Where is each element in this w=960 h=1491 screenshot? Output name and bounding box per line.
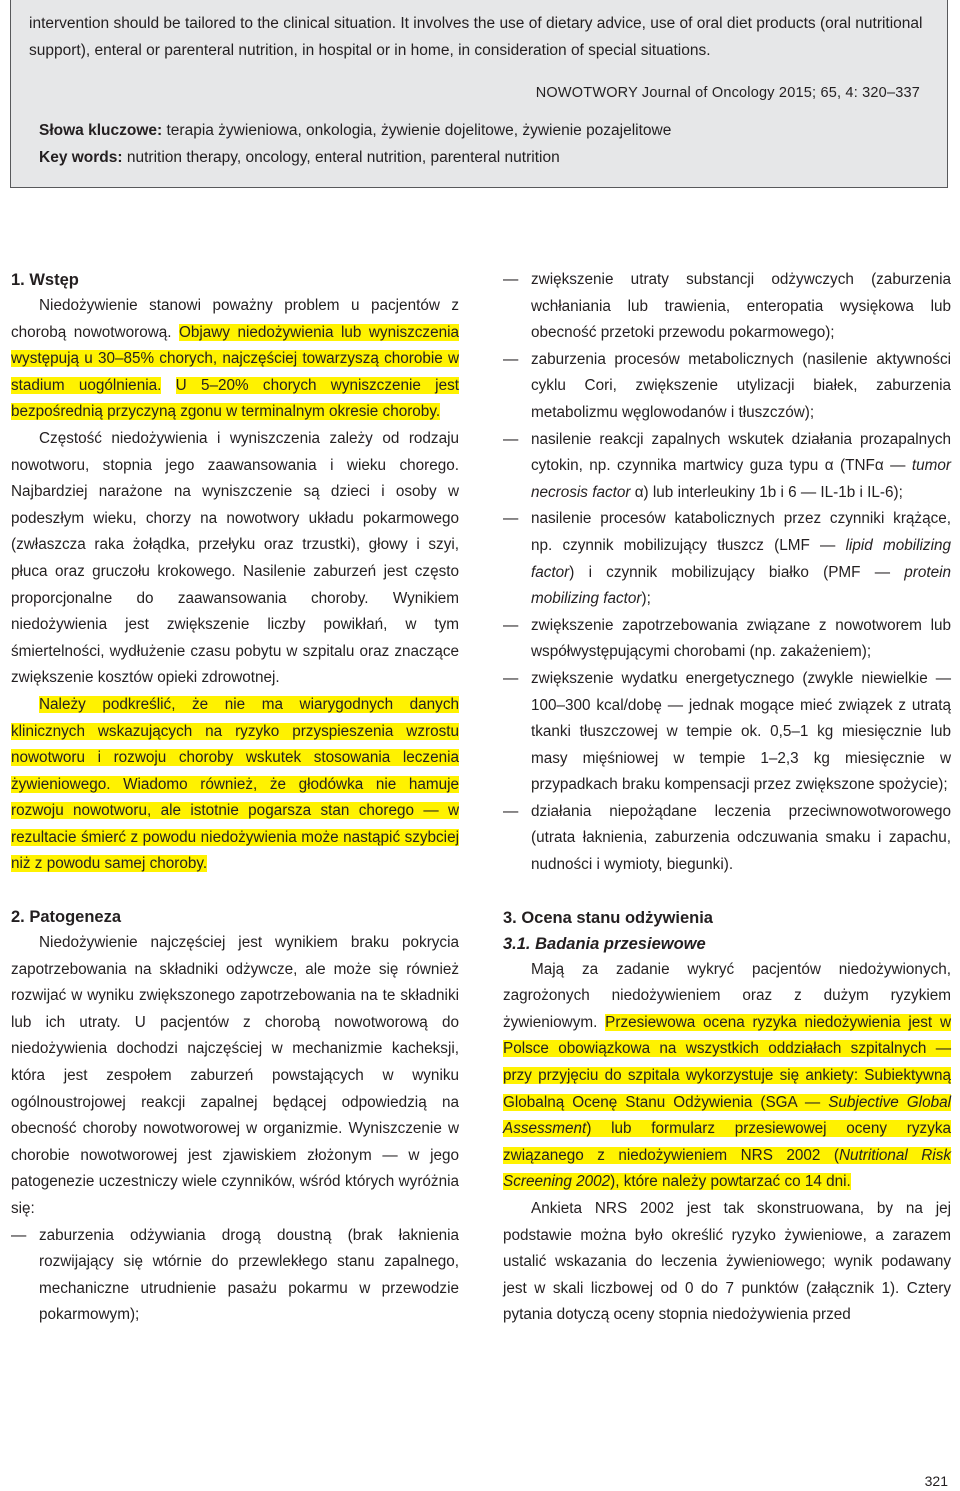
list-item-text: zwiększenie wydatku energetycznego (zwykle niewielkie — 100–300 kcal/dobę — jednak mogące mieć związek z utratą tkanki tłuszczowej w tempie ok. 0,5–1 kg miesięcznie lub masy mięśniowej w tempie 1–2,3 kg miesięcznie w przypadkach braku kompensacji przez zwiększone spożycie); xyxy=(531,669,951,794)
keywords-english-label: Key words: xyxy=(39,149,123,166)
list-item-text xyxy=(531,427,951,507)
highlight-mortality: U 5–20% chorych wyniszczenie jest bezpośrednią przyczyną zgonu w terminalnym okresie choroby. xyxy=(11,376,459,421)
text-part: nasilenie procesów katabolicznych przez czynniki krążące, np. czynnik mobilizujący tłuszcz (LMF — xyxy=(531,510,951,554)
italic-term: lipid mobilizing factor xyxy=(531,536,951,581)
keywords-english-text: nutrition therapy, oncology, enteral nutrition, parenteral nutrition xyxy=(126,149,560,166)
list-item xyxy=(503,666,951,799)
dash-mark: — xyxy=(503,430,519,448)
dash-mark: — xyxy=(11,1226,27,1244)
abstract-intro-text: intervention should be tailored to the clinical situation. It involves the use of dietary advice, use of oral diet products (oral nutritional support), enteral or parenteral nutrition, in hospital or in home, in consideration of special situations. xyxy=(29,15,923,59)
section-1-paragraph-2: Częstość niedożywienia i wyniszczenia zależy od rodzaju nowotworu, stopnia jego zaawansowania i wieku chorego. Najbardziej narażone na wyniszczenie są dzieci i osoby w podeszłym wieku, chorzy na nowotwory układu pokarmowego (zwłaszcza raka żołądka, przełyku oraz trzustki), głowy i szyi, płuca oraz gruczołu krokowego. Nasilenie zaburzeń jest często proporcjonalne do zaawansowania choroby. Wynikiem niedożywienia jest zwiększenie liczby powikłań, w tym śmiertelności, wydłużenie czasu pobytu w szpitalu oraz znaczące zwiększenie kosztów opieki zdrowotnej. xyxy=(11,429,459,687)
highlight-nutrition-therapy: Należy podkreślić, że nie ma wiarygodnych danych klinicznych wskazujących na ryzyko przyspieszenia wzrostu nowotworu i rozwoju choroby wskutek stosowania leczenia żywieniowego. Wiadomo również, że głodówka nie hamuje rozwoju nowotworu, ale istotnie pogarsza stan chorego — w rezultacie śmierć z powodu niedożywienia może nastąpić szybciej niż z powodu samej choroby. xyxy=(11,695,459,873)
dash-mark: — xyxy=(503,350,519,368)
list-item-text: działania niepożądane leczenia przeciwnowotworowego (utrata łaknienia, zaburzenia odczuwania smaku i zapachu, nudności i wymioty, biegunki). xyxy=(531,802,951,874)
keywords-polish-label: Słowa kluczowe: xyxy=(39,122,163,139)
text-part: nasilenie reakcji zapalnych wskutek działania prozapalnych cytokin, np. czynnika martwicy guza typu α (TNFα — xyxy=(531,430,951,475)
section-1-paragraph-1 xyxy=(11,293,459,426)
intro-text: Niedożywienie stanowi poważny problem u pacjentów z chorobą nowotworową. xyxy=(11,297,459,341)
list-item xyxy=(503,427,951,507)
italic-term: protein mobilizing factor xyxy=(531,563,951,608)
text-part: Przesiewowa ocena ryzyka niedożywienia jest w Polsce obowiązkowa na wszystkich oddziałach szpitalnych — przy przyjęciu do szpitala wykorzystuje się ankiety: Subiektywną Globalną Ocenę Stanu Odżywienia (SGA — xyxy=(503,1013,951,1111)
list-item-text xyxy=(531,506,951,612)
keywords-english xyxy=(39,149,560,167)
text-part: α) lub interleukiny 1b i 6 — IL-1b i IL-6); xyxy=(630,483,903,501)
list-item-text: zwiększenie zapotrzebowania związane z nowotworem lub współwystępującymi chorobami (np. zakażeniem); xyxy=(531,616,951,661)
section-1-paragraph-3 xyxy=(11,692,459,878)
highlight-screening xyxy=(503,1014,951,1191)
keywords-polish-text: terapia żywieniowa, onkologia, żywienie dojelitowe, żywienie pozajelitowe xyxy=(166,122,672,139)
section-3-heading: 3. Ocena stanu odżywienia xyxy=(503,908,713,927)
section-3-1-subheading: 3.1. Badania przesiewowe xyxy=(503,934,706,953)
list-item-text: zaburzenia odżywiania drogą doustną (brak łaknienia rozwijający się wtórnie do przewlekłego stanu zapalnego, mechaniczne utrudnienie pasażu pokarmu w przewodzie pokarmowym); xyxy=(39,1226,459,1324)
journal-citation: NOWOTWORY Journal of Oncology 2015; 65, 4: 320–337 xyxy=(535,85,920,101)
text-part: ); xyxy=(641,590,651,608)
highlight-prevalence: Objawy niedożywienia lub wyniszczenia występują u 30–85% chorych, najczęściej towarzyszą chorobie w stadium uogólnienia. xyxy=(11,323,459,394)
list-item xyxy=(503,613,951,666)
section-3-paragraph-2: Ankieta NRS 2002 jest tak skonstruowana, by na jej podstawie można było określić ryzyko żywieniowe, a zarazem ustalić wskazania do leczenia żywieniowego; wynik podawany jest w skali liczbowej od 0 do 7 punktów (załącznik 1). Cztery pytania dotyczą oceny stopnia niedożywienia przed xyxy=(503,1200,951,1324)
dash-mark: — xyxy=(503,510,519,528)
text-part: ) lub formularz przesiewowej oceny ryzyka związanego z niedożywieniem NRS 2002 ( xyxy=(503,1120,951,1164)
list-item xyxy=(503,506,951,612)
section-2-heading: 2. Patogeneza xyxy=(11,908,122,927)
text-part: ), które należy powtarzać co 14 dni. xyxy=(610,1173,851,1191)
list-item xyxy=(503,347,951,427)
dash-mark: — xyxy=(503,616,519,634)
dash-mark: — xyxy=(503,669,519,687)
text-part: ) i czynnik mobilizujący białko (PMF — xyxy=(569,563,905,581)
dash-mark: — xyxy=(503,802,519,820)
list-item xyxy=(503,799,951,879)
list-item xyxy=(11,1223,459,1329)
page-number: 321 xyxy=(924,1473,948,1489)
section-3-paragraph-1 xyxy=(503,957,951,1196)
abstract-box xyxy=(10,0,948,188)
list-item-text: zaburzenia procesów metabolicznych (nasilenie aktywności cyklu Cori, zwiększenie utylizacji białek, zaburzenia metabolizmu węglowodanów i tłuszczów); xyxy=(531,350,951,421)
section-1-heading: 1. Wstęp xyxy=(11,271,79,289)
list-item xyxy=(503,267,951,347)
italic-term: Nutritional Risk Screening 2002 xyxy=(503,1146,951,1191)
text-part: Mają za zadanie wykryć pacjentów niedożywionych, zagrożonych niedożywieniem oraz z dużym ryzykiem żywieniowym. xyxy=(503,960,951,1031)
keywords-polish xyxy=(39,122,671,140)
left-column xyxy=(11,267,459,1329)
right-column xyxy=(503,267,951,1329)
italic-term: tumor necrosis factor xyxy=(531,457,951,501)
list-item-text: zwiększenie utraty substancji odżywczych (zaburzenia wchłaniania lub trawienia, enteropatia wysiękowa lub obecność przetoki przewodu pokarmowego); xyxy=(531,271,951,342)
section-2-paragraph-1: Niedożywienie najczęściej jest wynikiem braku pokrycia zapotrzebowania na składniki odżywcze, ale może się również rozwijać w wyniku zwiększonego zapotrzebowania na te składniki lub ich utraty. U pacjentów z chorobą nowotworową do niedożywienia dochodzi najczęściej w mechanizmie kacheksji, która jest zespołem zaburzeń powstających w wyniku ogólnoustrojowej reakcji zapalnej będącej odpowiedzią na obecność choroby nowotworowej w organizmie. Wyniszczenie w chorobie nowotworowej jest zjawiskiem złożonym — w jego patogenezie uczestniczy wiele czynników, wśród których wyróżnia się: xyxy=(11,934,459,1217)
dash-mark: — xyxy=(503,271,519,288)
spacer xyxy=(161,377,175,394)
italic-term: Subjective Global Assessment xyxy=(503,1093,951,1138)
